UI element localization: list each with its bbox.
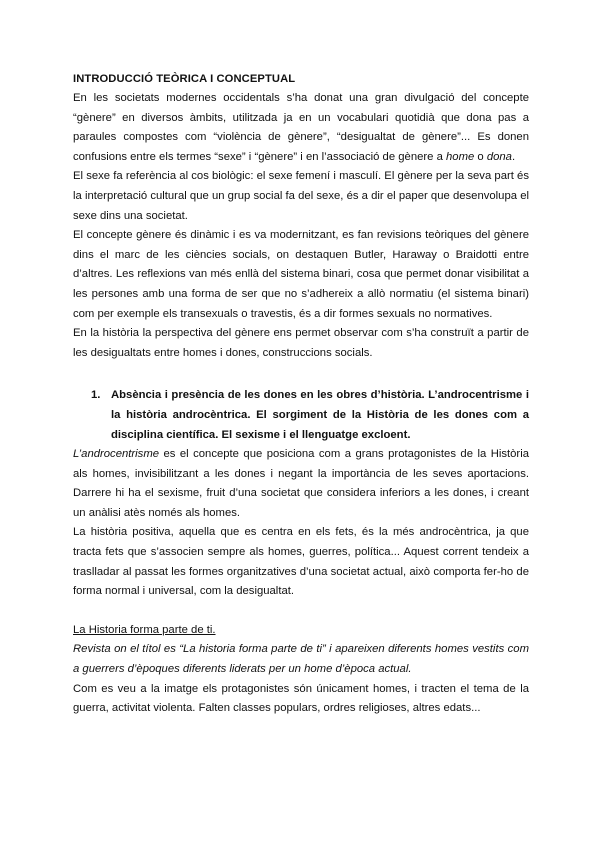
section-number: 1. <box>91 389 101 402</box>
document-page <box>73 70 529 719</box>
subsection-paragraph: Com es veu a la imatge els protagonistes són únicament homes, i tracten el tema de la guerra, activitat violenta. Falten classes populars, ordres religioses, altres edats... <box>73 682 529 715</box>
intro-paragraph-1: En les societats modernes occidentals s’ha donat una gran divulgació del concepte “gènere” en diversos àmbits, utilitzada ja en un vocabulari quotidià que dona pas a paraules compostes com “violència de gènere”, “desigualtat de gènere”... Es donen confusions entre els termes “sexe” i “gènere” i en l’associació de gènere a home o dona. <box>73 92 529 163</box>
subsection-italic-paragraph: Revista on el títol es “La historia forma parte de ti” i apareixen diferents homes vestits com a guerrers d’èpoques diferents liderats per un home d’època actual. <box>73 643 529 676</box>
section-list <box>73 386 529 445</box>
section-1-paragraph-2: La història positiva, aquella que es centra en els fets, és la més androcèntrica, ja que tracta fets que s’associen sempre als homes, guerres, política... Aquest corrent tendeix a traslladar al passat les formes organitzatives d’una societat actual, això comporta fer-ho de forma normal i universal, com la desigualtat. <box>73 526 529 598</box>
term-home: home <box>446 150 475 163</box>
term-androcentrisme: L’androcentrisme <box>73 448 160 461</box>
document-title: INTRODUCCIÓ TEÒRICA I CONCEPTUAL <box>73 73 296 85</box>
section-heading-text: Absència i presència de les dones en les obres d’història. L’androcentrisme i la història androcèntrica. El sorgiment de la Història de les dones com a disciplina científica. El sexisme i el llenguatge excloent. <box>111 389 529 441</box>
intro-paragraph-2: El sexe fa referència al cos biològic: el sexe femení i masculí. El gènere per la seva part és la interpretació cultural que un grup social fa del sexe, és a dir el paper que desenvolupa el sexe dins una societat. <box>73 170 529 222</box>
term-dona: dona <box>486 150 512 163</box>
intro-paragraph-3: El concepte gènere és dinàmic i es va modernitzant, es fan revisions teòriques del gènere dins el marc de les ciències socials, on destaquen Butler, Haraway o Braidotti entre d’altres. Les reflexions van més enllà del sistema binari, cosa que permet donar visibilitat a les persones amb una forma de ser que no s’adhereix a allò normatiu (el sistema binari) com per exemple els transexuals o travestis, és a dir formes sexuals no normatives. <box>73 229 529 320</box>
section-1-heading <box>73 386 529 445</box>
subsection-title: La Historia forma parte de ti. <box>73 623 216 636</box>
intro-paragraph-4: En la història la perspectiva del gènere ens permet observar com s’ha construït a partir de les desigualtats entre homes i dones, construccions socials. <box>73 327 529 359</box>
section-1-paragraph-1: L’androcentrisme es el concepte que posiciona com a grans protagonistes de la Història als homes, invisibilitzant a les dones i negant la importància de les seves aportacions. Darrere hi ha el sexisme, fruit d’una societat que considera inferiors a les dones, i creant un anàlisi atès només als homes. <box>73 448 529 519</box>
